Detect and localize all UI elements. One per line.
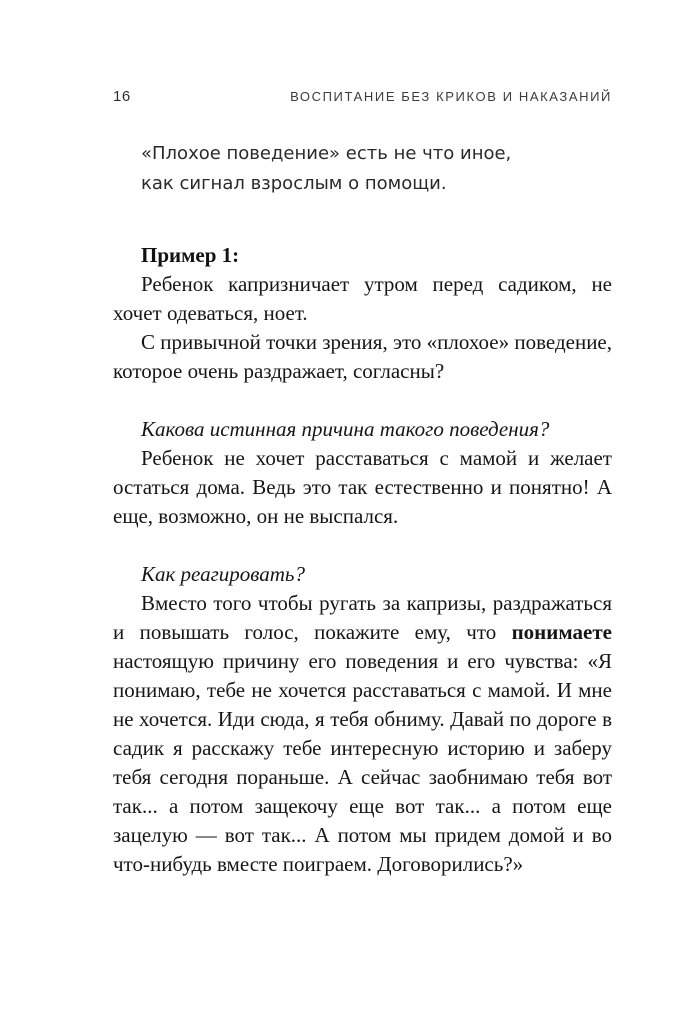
epigraph	[113, 139, 612, 199]
epigraph-line-1: «Плохое поведение» есть не что иное,	[141, 143, 512, 164]
paragraph-4-prefix: Вместо того чтобы ругать за капризы, раздражаться и повышать голос, покажите ему, что	[113, 591, 612, 644]
paragraph-4-suffix: настоящую причину его поведения и его чувства: «Я понимаю, тебе не хочется расставаться с мамой. И мне не хочется. Иди сюда, я тебя обниму. Давай по дороге в садик я расскажу тебе интересную историю и заберу тебя сегодня пораньше. А сейчас заобнимаю тебя вот так... а потом защекочу еще вот так... а потом еще зацелую — вот так... А потом мы придем домой и во что-нибудь вместе поиграем. Договорились?»	[113, 649, 612, 876]
example-heading: Пример 1:	[141, 243, 240, 267]
question-line-2: Как реагировать?	[141, 562, 305, 586]
question-line-1: Какова истинная причина такого поведения?	[141, 417, 550, 441]
paragraph-1: Ребенок капризничает утром перед садиком, не хочет одеваться, ноет.	[113, 272, 612, 325]
epigraph-line-2: как сигнал взрослым о помощи.	[141, 173, 447, 194]
paragraph-4	[113, 589, 612, 879]
paragraph-3: Ребенок не хочет расставаться с мамой и желает остаться дома. Ведь это так естественно и понятно! А еще, возможно, он не выспался.	[113, 446, 612, 528]
page-header	[113, 88, 612, 105]
paragraph-4-bold-word: понимаете	[511, 620, 612, 644]
paragraph-2: С привычной точки зрения, это «плохое» поведение, которое очень раздражает, согласны?	[113, 330, 612, 383]
running-title: ВОСПИТАНИЕ БЕЗ КРИКОВ И НАКАЗАНИЙ	[290, 89, 612, 104]
page-number: 16	[113, 88, 131, 105]
body-text	[113, 241, 612, 879]
